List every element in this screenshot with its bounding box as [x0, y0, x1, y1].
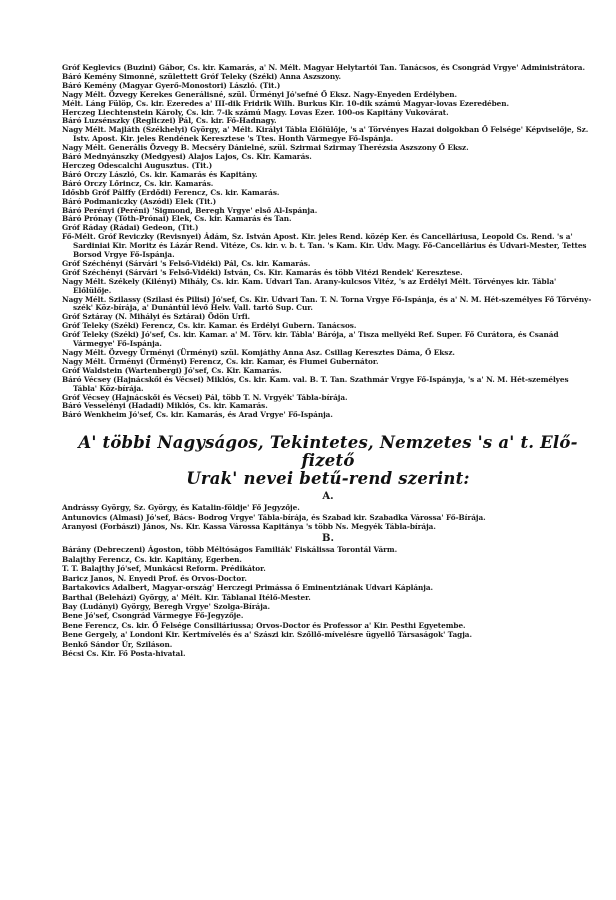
subscriber-entry: Gróf Széchényi (Sárvári 's Felső-Vidéki) Pál, Cs. kir. Kamarás.	[62, 258, 311, 268]
subscriber-entry: Báró Perényi (Peréni) 'Sigmond, Beregh Vrgye' első Al-Ispánja.	[62, 205, 318, 215]
subscriber-entry: Nagy Mélt. Generális Özvegy B. Mecséry Dánielné, szül. Szirmai Szirmay Therézsia Aszszony Ő Eksz.	[62, 143, 469, 153]
subscriber-entry: Báró Prónay (Tóth-Prónai) Elek, Cs. kir. Kamarás és Tan.	[62, 214, 292, 224]
subscriber-entry: T. T. Balajthy Jó'sef, Munkácsi Reform. Prédikátor.	[62, 564, 266, 574]
subscriber-entry: Herczeg Odescalchi Augusztus. (Tit.)	[62, 160, 213, 170]
subscriber-entry: Báró Podmaniczky (Aszódi) Elek (Tit.)	[62, 196, 217, 206]
letter-heading-a: A.	[322, 491, 334, 503]
subscriber-entry: Bay (Ludányi) György, Beregh Vrgye' Szolga-Bírája.	[62, 601, 270, 611]
subscriber-entry: Báró Orczy László, Cs. kir. Kamarás és Kapitány.	[62, 169, 258, 179]
subscriber-entry: Andrássy György, Sz. György, és Katalin-földje' Fő Jegyzője.	[62, 503, 300, 513]
subscriber-entry: Gróf Waldstein (Wartenbergi) Jó'sef, Cs. Kir. Kamarás.	[62, 365, 282, 375]
subscriber-entry: Báró Luzsénszky (Regliczei) Pál, Cs. kir. Fő-Hadnagy.	[62, 116, 277, 126]
subscriber-entry: Gróf Teleky (Széki) Ferencz, Cs. kir. Kamar. és Erdélyi Gubern. Tanácsos.	[62, 321, 357, 331]
subscriber-entry: Báró Vesselényi (Hadadi) Miklós, Cs. kir. Kamarás.	[62, 401, 268, 411]
document-page	[62, 64, 594, 658]
subscriber-entry: Mélt. Láng Fülöp, Cs. kir. Ezeredes a' III-dik Fridrik Wilh. Burkus Kir. 10-dik számú Magyar-lovas Ezeredében.	[62, 98, 510, 108]
subscriber-entry: Bene Jó'sef, Csongrád Vármegye Fő-Jegyzője.	[62, 611, 244, 621]
letter-heading-b: B.	[322, 533, 334, 545]
subscriber-entry: Gróf Teleky (Széki) Jó'sef, Cs. kir. Kamar. a' M. Törv. kir. Tábla' Bárója, a' Tisza mellyéki Ref. Super. Fő Curátora, és Csanád Vármegye' Fő-Ispánja.	[62, 330, 559, 349]
subscriber-entry: Bécsi Cs. Kir. Fő Posta-hivatal.	[62, 648, 186, 658]
section-heading-line-1: A' többi Nagyságos, Tekintetes, Nemzetes 's a' t. Elő-fizető	[78, 433, 578, 471]
subscriber-entry: Gróf Ráday (Rádai) Gedeon, (Tit.)	[62, 223, 199, 233]
subscriber-entry: Nagy Mélt. Szilassy (Szilasi és Pilisi) Jó'sef, Cs. Kir. Udvari Tan. T. N. Torna Vrgye Fő-Ispánja, és a' N. M. Hét-személyes Fő Törvény-szék' Köz-bírája, a' Dunántúl lévő Helv. Vall. tartó Sup. Cur.	[62, 294, 592, 313]
subscriber-entry: Gróf Keglevics (Buzini) Gábor, Cs. kir. Kamarás, a' N. Mélt. Magyar Helytartói Tan. Tanácsos, és Csongrád Vrgye' Administrátora.	[62, 63, 585, 72]
subscriber-entry: Gróf Vécsey (Hajnácskői és Vécsei) Pál, több T. N. Vrgyék' Tábla-bírája.	[62, 392, 348, 402]
subscriber-entry: Fő-Mélt. Gróf Reviczky (Revisnyei) Ádám, Sz. István Apost. Kir. jeles Rend. közép Ker. és Cancelláriusa, Leopold Cs. Rend. 's a' Sardiniai Kir. Moritz és Lázár Rend. Vitéze, Cs. kir. v. b. t. Tan. 's Kam. Kir. Udv. Magy. Fő-Cancellárius és Udvari-Mester, Tettes Borsod Vrgye Fő-Ispánja.	[62, 232, 587, 260]
subscriber-entry: Báró Orczy Lőrincz, Cs. kir. Kamarás.	[62, 178, 214, 188]
subscriber-entry: Nagy Mélt. Ürményi (Ürményi) Ferencz, Cs. kir. Kamar, és Fiumei Gubernátor.	[62, 356, 379, 366]
subscriber-list-a	[62, 503, 594, 531]
subscriber-entry: Barthal (Beleházi) György, a' Mélt. Kir. Táblanal Itélő-Mester.	[62, 592, 311, 602]
subscriber-entry: Gróf Sztáray (N. Mihályi és Sztárai) Ödön Urfi.	[62, 312, 251, 322]
subscriber-entry: Aranyosi (Forbászi) János, Ns. Kir. Kassa Várossa Kapitánya 's több Ns. Megyék Tábla-bírája.	[62, 522, 436, 532]
subscriber-entry: Báró Vécsey (Hajnácskői és Vécsei) Miklós, Cs. kir. Kam. val. B. T. Tan. Szathmár Vrgye Fő-Ispányja, 's a' N. M. Hét-személyes Tábla' Köz-bírája.	[62, 374, 569, 393]
subscriber-entry: Báró Wenkheim Jó'sef, Cs. kir. Kamarás, és Arad Vrgye' Fő-Ispánja.	[62, 410, 333, 420]
subscriber-entry: Bene Gergely, a' Londoni Kir. Kertmívelés és a' Szászi kir. Szőllő-mívelésre ügyellő Társaságok' Tagja.	[62, 630, 472, 640]
subscriber-entry: Báró Kemény Simonné, születtett Gróf Teleky (Széki) Anna Aszszony.	[62, 71, 341, 81]
subscriber-entry: Herczeg Liechtenstein Károly, Cs. kir. 7-ik számú Magy. Lovas Ezer. 100-os Kapitány Vukovárat.	[62, 107, 449, 117]
subscriber-entry: Bartakovics Adalbert, Magyar-ország' Herczegi Primássa ő Eminentziának Udvari Káplánja.	[62, 583, 434, 593]
subscriber-entry: Nagy Mélt. Székely (Kilényi) Mihály, Cs. kir. Kam. Udvari Tan. Arany-kulcsos Vitéz, 's az Erdélyi Mélt. Törvényes kir. Tábla' Előlülője.	[62, 276, 557, 295]
section-heading-line-2: Urak' nevei betű-rend szerint:	[186, 469, 470, 489]
subscriber-entry: Antunovics (Almasi) Jó'sef, Bács- Bodrog Vrgye' Tábla-bírája, és Szabad kir. Szabadka Várossa' Fő-Bírája.	[62, 512, 486, 522]
subscriber-list-b	[62, 545, 594, 658]
subscriber-entry: Nagy Mélt. Majláth (Székhelyi) György, a' Mélt. Királyi Tábla Előlülője, 's a' Törvényes Hazai dolgokban Ő Felsége' Képviselője, Sz. Istv. Apost. Kir. jeles Rendének Keresztese 's Ttes. Honth Vármegye Fő-Ispánja.	[62, 125, 589, 144]
subscriber-entry: Gróf Széchényi (Sárvári 's Felső-Vidéki) István, Cs. Kir. Kamarás és több Vitézi Rendek' Keresztese.	[62, 267, 463, 277]
subscriber-entry: Benkő Sándor Úr, Sziláson.	[62, 639, 173, 649]
subscriber-entry: Báró Kemény (Magyar Gyerő-Monostori) László. (Tit.)	[62, 80, 281, 90]
section-heading	[62, 434, 594, 488]
subscriber-entry: Nagy Mélt. Özvegy Ürményi (Ürményi) szül. Komjáthy Anna Asz. Csillag Keresztes Dáma, Ő Eksz.	[62, 348, 455, 357]
subscriber-list-nobility	[62, 64, 594, 420]
subscriber-entry: Báró Mednyánszky (Medgyesi) Alajos Lajos, Cs. Kir. Kamarás.	[62, 152, 312, 162]
subscriber-entry: Bárány (Debreczeni) Ágoston, több Méltóságos Familiák' Fiskálissa Torontál Várm.	[62, 545, 398, 555]
subscriber-entry: Nagy Mélt. Özvegy Kerekes Generálisné, szül. Ürményi Jó'sefné Ő Eksz. Nagy-Enyeden Erdélyben.	[62, 89, 458, 99]
subscriber-entry: Baricz Janos, N. Enyedi Prof. és Orvos-Doctor.	[62, 573, 247, 583]
subscriber-entry: Idősbb Gróf Pálffy (Erdődi) Ferencz, Cs. kir. Kamarás.	[62, 187, 280, 197]
subscriber-entry: Bene Ferencz, Cs. kir. Ő Felsége Consiliáriussa; Orvos-Doctor és Professor a' Kir. Pesthi Egyetembe.	[62, 620, 466, 630]
subscriber-entry: Balajthy Ferencz, Cs. kir. Kapitány, Egerben.	[62, 554, 242, 564]
